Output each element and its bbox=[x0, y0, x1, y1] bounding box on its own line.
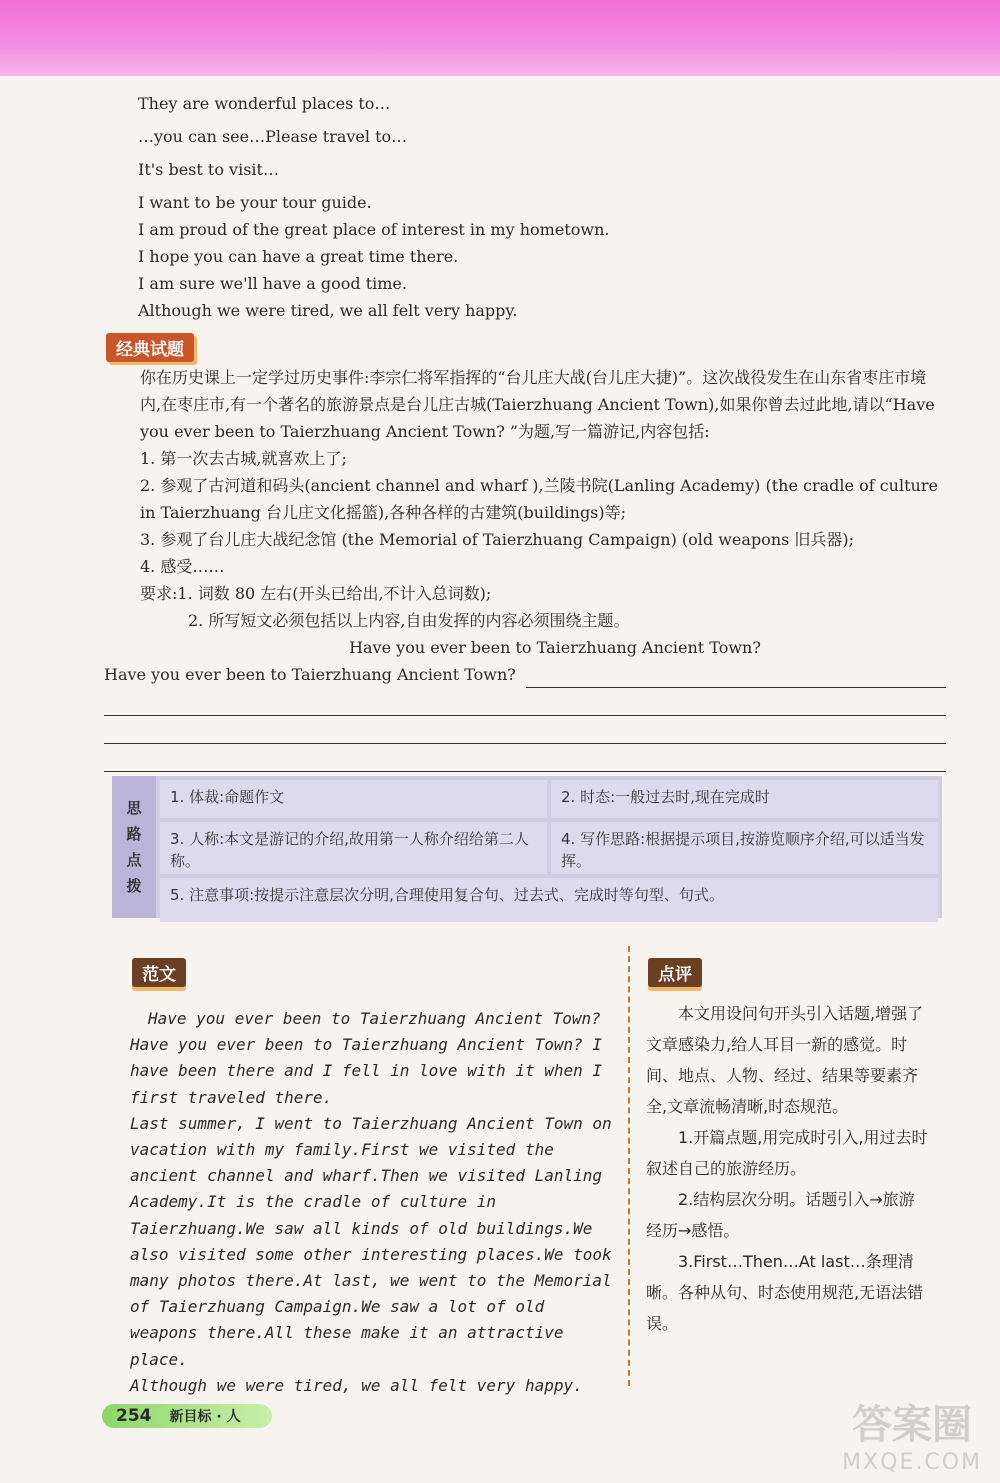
tip: 3. 人称:本文是游记的介绍,故用第一人称介绍给第二人称。 bbox=[160, 822, 547, 874]
answer-first-sentence: Have you ever been to Taierzhuang Ancient Town? bbox=[104, 665, 516, 684]
sample-essay bbox=[130, 1006, 612, 1399]
sample-tag: 范文 bbox=[132, 958, 186, 987]
review-paragraph: 本文用设问句开头引入话题,增强了文章感染力,给人耳目一新的感觉。时间、地点、人物、经过、结果等要素齐全,文章流畅清晰,时态规范。 bbox=[646, 1004, 924, 1116]
column-divider bbox=[628, 946, 630, 1386]
review-paragraph: 3.First…Then…At last…条理清晰。各种从句、时态使用规范,无语法错误。 bbox=[646, 1252, 924, 1333]
tip: 5. 注意事项:按提示注意层次分明,合理使用复合句、过去式、完成时等句型、句式。 bbox=[160, 878, 938, 922]
thinking-tips-box bbox=[112, 776, 942, 918]
review-paragraph: 2.结构层次分明。话题引入→旅游经历→感悟。 bbox=[646, 1190, 915, 1240]
phrase: …you can see…Please travel to… bbox=[138, 127, 408, 146]
answer-line[interactable] bbox=[104, 688, 946, 716]
sample-paragraph: Last summer, I went to Taierzhuang Ancient Town on vacation with my family.First we visited the ancient channel and wharf.Then we visited Lanling Academy.It is the cradle of culture in Taierzhuang.We saw all kinds of old buildings.We also visited some other interesting places.We took many photos there.At last, we went to the Memorial of Taierzhuang Campaign.We saw a lot of old weapons there.All these make it an attractive place. bbox=[130, 1113, 612, 1369]
sample-paragraph: Although we were tired, we all felt very happy. bbox=[130, 1375, 583, 1395]
watermark-logo: 答案圈 MXQE.COM bbox=[842, 1402, 982, 1475]
phrase: I want to be your tour guide. bbox=[138, 193, 372, 212]
page-number: 254 bbox=[116, 1406, 152, 1426]
phrase: They are wonderful places to… bbox=[138, 94, 391, 113]
phrase: I hope you can have a great time there. bbox=[138, 247, 459, 266]
exam-item: 3. 参观了台儿庄大战纪念馆 (the Memorial of Taierzhuang Campaign) (old weapons 旧兵器); bbox=[140, 530, 855, 549]
requirement: 要求:1. 词数 80 左右(开头已给出,不计入总词数); bbox=[140, 584, 492, 603]
essay-title: Have you ever been to Taierzhuang Ancient Town? bbox=[349, 638, 761, 657]
answer-line[interactable] bbox=[104, 744, 946, 772]
header-band bbox=[0, 0, 1000, 76]
sample-paragraph: Have you ever been to Taierzhuang Ancient Town? I have been there and I fell in love with it when I first traveled there. bbox=[130, 1035, 603, 1107]
book-name: 新目标 · 人 bbox=[169, 1409, 241, 1425]
useful-sentences bbox=[138, 90, 609, 324]
exam-tag: 经典试题 bbox=[106, 333, 194, 362]
exam-question bbox=[104, 364, 946, 772]
tips-side-label: 思 路 点 拨 bbox=[112, 776, 156, 918]
answer-line[interactable] bbox=[104, 661, 946, 688]
phrase: It's best to visit… bbox=[138, 160, 279, 179]
tip: 4. 写作思路:根据提示项目,按游览顺序介绍,可以适当发挥。 bbox=[551, 822, 938, 874]
answer-line[interactable] bbox=[104, 716, 946, 744]
phrase: I am proud of the great place of interest in my hometown. bbox=[138, 220, 610, 239]
phrase: I am sure we'll have a good time. bbox=[138, 274, 407, 293]
exam-item: 4. 感受…… bbox=[140, 557, 225, 576]
page-footer bbox=[102, 1404, 272, 1428]
phrase: Although we were tired, we all felt very happy. bbox=[138, 301, 518, 320]
review-tag: 点评 bbox=[648, 958, 702, 987]
exam-item: 2. 参观了古河道和码头(ancient channel and wharf ),兰陵书院(Lanling Academy) (the cradle of culture in Taierzhuang 台儿庄文化摇篮),各种各样的古建筑(buildings)等; bbox=[140, 476, 938, 522]
tip: 1. 体裁:命题作文 bbox=[160, 780, 547, 818]
sample-title: Have you ever been to Taierzhuang Ancient Town? bbox=[148, 1009, 601, 1028]
tip: 2. 时态:一般过去时,现在完成时 bbox=[551, 780, 938, 818]
review-paragraph: 1.开篇点题,用完成时引入,用过去时叙述自己的旅游经历。 bbox=[646, 1128, 928, 1178]
requirement: 2. 所写短文必须包括以上内容,自由发挥的内容必须围绕主题。 bbox=[188, 611, 630, 630]
review-comments bbox=[646, 998, 928, 1339]
exam-intro: 你在历史课上一定学过历史事件:李宗仁将军指挥的“台儿庄大战(台儿庄大捷)”。这次战役发生在山东省枣庄市境内,在枣庄市,有一个著名的旅游景点是台儿庄古城(Taierzhuang Ancient Town),如果你曾去过此地,请以“Have you ever been to Taierzhuang Ancient Town? ”为题,写一篇游记,内容包括: bbox=[140, 368, 935, 441]
exam-item: 1. 第一次去古城,就喜欢上了; bbox=[140, 449, 347, 468]
